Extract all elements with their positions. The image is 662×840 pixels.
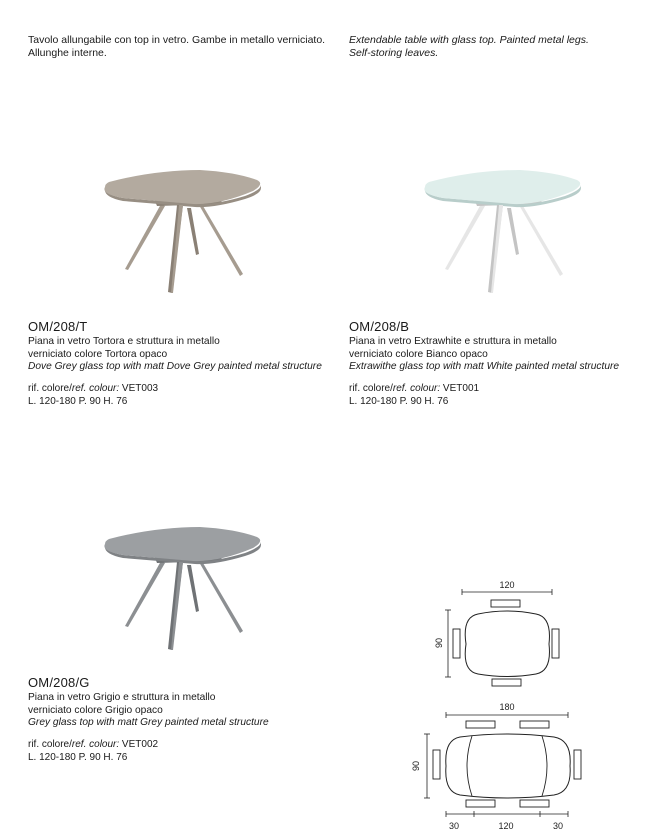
chair-top-right [520,721,549,728]
product-desc-it-line1: Piana in vetro Tortora e struttura in metallo [28,336,220,347]
product-desc-it-line1: Piana in vetro Extrawhite e struttura in metallo [349,336,557,347]
intro-it-line2: Allunghe interne. [28,47,107,59]
table-leg-left [125,204,165,270]
product-desc-en: Dove Grey glass top with matt Dove Grey painted metal structure [28,361,322,373]
open-depth-label: 90 [411,760,421,772]
product-desc-en: Extrawithe glass top with matt White painted metal structure [349,361,620,373]
ref-label-en: ref. colour: [392,382,441,394]
product-code: OM/208/B [349,319,410,334]
chair-left [433,750,440,779]
leaf-seam-left [467,736,472,796]
intro-en-line1: Extendable table with glass top. Painted metal legs. [349,34,589,46]
open-table-outline [446,734,570,798]
chair-bottom-right [520,800,549,807]
product-desc-it-line1: Piana in vetro Grigio e struttura in metallo [28,692,216,703]
chair-right [574,750,581,779]
ref-value: VET002 [119,738,159,750]
chair-bottom-left [466,800,495,807]
ref-value: VET001 [440,382,480,394]
product-desc-en: Grey glass top with matt Grey painted metal structure [28,717,269,729]
plan-diagram-closed [430,575,580,690]
ref-label-en: ref. colour: [71,738,120,750]
product-ref-line [28,382,322,395]
product-block-extrawhite [349,319,619,408]
table-leg-right [519,205,563,276]
table-leg-left [445,204,485,270]
closed-width-label: 120 [499,580,515,590]
table-leg-back [187,565,199,612]
closed-table-outline [465,611,549,677]
product-block-tortora [28,319,322,408]
table-leg-right [199,205,243,276]
product-desc-it-line2: verniciato colore Bianco opaco [349,348,488,360]
chair-top [491,600,520,607]
product-dimensions: L. 120-180 P. 90 H. 76 [28,395,128,407]
chair-top-left [466,721,495,728]
seg-label-mid: 120 [498,821,514,831]
ref-label-it: rif. colore/ [349,382,393,394]
product-code: OM/208/G [28,675,90,690]
product-desc-it-line2: verniciato colore Grigio opaco [28,704,163,716]
ref-label-en: ref. colour: [71,382,120,394]
seg-label-right: 30 [552,821,564,831]
table-leg-right [199,562,243,633]
intro-it-line1: Tavolo allungabile con top in vetro. Gambe in metallo verniciato. [28,34,326,46]
table-image-extrawhite [415,160,590,300]
intro-en-line2: Self-storing leaves. [349,47,439,59]
product-code: OM/208/T [28,319,88,334]
product-dimensions: L. 120-180 P. 90 H. 76 [349,395,449,407]
table-leg-back [507,208,519,255]
product-block-grigio [28,675,269,764]
plan-diagram-open [410,700,595,835]
ref-label-it: rif. colore/ [28,738,72,750]
chair-right [552,629,559,658]
seg-label-left: 30 [448,821,460,831]
intro-italian [28,34,325,60]
table-image-grigio [95,517,270,657]
table-leg-left [125,561,165,627]
table-image-tortora [95,160,270,300]
ref-label-it: rif. colore/ [28,382,72,394]
intro-english [349,34,589,60]
product-desc-it-line2: verniciato colore Tortora opaco [28,348,168,360]
product-ref-line [349,382,619,395]
product-dimensions: L. 120-180 P. 90 H. 76 [28,751,128,763]
chair-left [453,629,460,658]
table-leg-back [187,208,199,255]
closed-depth-label: 90 [434,637,444,649]
product-ref-line [28,738,269,751]
chair-bottom [492,679,521,686]
leaf-seam-right [542,736,547,796]
ref-value: VET003 [119,382,159,394]
open-width-label: 180 [499,702,515,712]
